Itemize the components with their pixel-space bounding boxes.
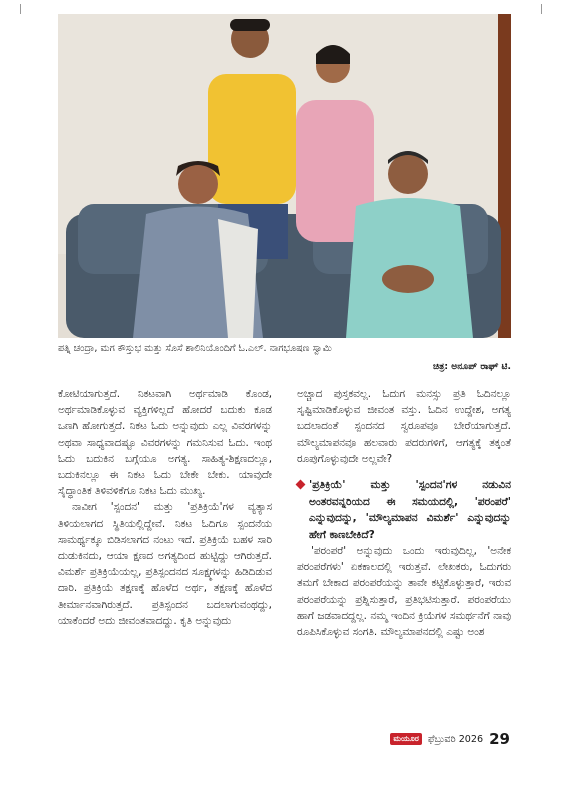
page-footer [390,730,510,748]
family-photo-illustration [58,14,511,338]
diamond-bullet-icon [296,480,306,490]
issue-date: ಫೆಬ್ರುವರಿ 2026 [427,733,484,745]
crop-mark [541,4,552,14]
page-number: 29 [489,730,510,748]
crop-mark [10,4,21,14]
paragraph: 'ಪರಂಪರೆ' ಅನ್ನುವುದು ಒಂದು ಇರುವುದಿಲ್ಲ, 'ಅನೇಕ ಪರಂಪರೆಗಳು' ಏಕಕಾಲದಲ್ಲಿ ಇರುತ್ತವೆ. ಲೇಖಕರು, ಓದುಗರು ತಮಗೆ ಬೇಕಾದ ಪರಂಪರೆಯನ್ನು ತಾವೇ ಕಟ್ಟಿಕೊಳ್ಳುತ್ತಾರೆ, ಇರುವ ಪರಂಪರೆಯನ್ನು ಪ್ರಶ್ನಿಸುತ್ತಾರೆ, ಪ್ರತಿಭಟಿಸುತ್ತಾರೆ. ಪರಂಪರೆಯು ಹಾಗೆ ಜಡವಾದದ್ದಲ್ಲ. ನಮ್ಮ ಇಂದಿನ ಕ್ರಿಯೆಗಳ ಸಮರ್ಥನೆಗೆ ನಾವು ರೂಪಿಸಿಕೊಳ್ಳುವ ಸಂಗತಿ. ಮೌಲ್ಯಮಾಪನದಲ್ಲಿ ಎಷ್ಟು ಅಂಶ [297,545,511,639]
paragraph: ನಾವೀಗ 'ಸ್ಪಂದನ' ಮತ್ತು 'ಪ್ರತಿಕ್ರಿಯೆ'ಗಳ ವ್ಯತ್ಯಾಸ ತಿಳಿಯಲಾಗದ ಸ್ಥಿತಿಯಲ್ಲಿದ್ದೇವೆ. ನಿಕಟ ಓದಿಗೂ ಸ್ಪಂದನೆಯ ಸಾಮರ್ಥ್ಯಕ್ಕೂ ಬಿಡಿಸಲಾಗದ ನಂಟು ಇದೆ. ಪ್ರತಿಕ್ರಿಯೆ ಬಹಳ ಸಾರಿ ದುಡುಕಿನದು, ಆಯಾ ಕ್ಷಣದ ಅಗತ್ಯದಿಂದ ಹುಟ್ಟಿದ್ದು ಆಗಿರುತ್ತದೆ. ವಿಮರ್ಶೆ ಪ್ರತಿಕ್ರಿಯೆಯಲ್ಲ, ಪ್ರತಿಸ್ಪಂದನದ ಸೂಕ್ಷ್ಮಗಳನ್ನು ಹಿಡಿದಿಡುವ ದಾರಿ. ಪ್ರತಿಕ್ರಿಯೆ ತಕ್ಷಣಕ್ಕೆ ಹೊಳೆದ ಅರ್ಥ, ತಕ್ಷಣಕ್ಕೆ ಹೊಳೆದ ತೀರ್ಮಾನವಾಗಿರುತ್ತದೆ. ಪ್ರತಿಸ್ಪಂದನ ಬದಲಾಗುವಂಥದ್ದು, ಯಾಕೆಂದರೆ ಅದು ಜೀವಂತವಾದದ್ದು. ಕೃತಿ ಅನ್ನುವುದು [58,501,272,627]
magazine-logo: ಮಯೂರ [390,733,422,745]
left-column [58,386,272,629]
family-photo [58,14,511,338]
question-text: 'ಪ್ರತಿಕ್ರಿಯೆ' ಮತ್ತು 'ಸ್ಪಂದನ'ಗಳ ನಡುವಿನ ಅಂತರವನ್ನರಿಯದ ಈ ಸಮಯದಲ್ಲಿ, 'ಪರಂಪರೆ' ಎನ್ನುವುದನ್ನು, 'ಮೌಲ್ಯಮಾಪನ ವಿಮರ್ಶೆ' ಎನ್ನುವುದನ್ನು ಹೇಗೆ ಕಾಣಬೇಕಿದೆ? [309,479,511,541]
photo-caption: ಪತ್ನಿ ಚಂದ್ರಾ, ಮಗ ಕೌಸ್ತುಭ ಮತ್ತು ಸೊಸೆ ಶಾಲಿನಿಯೊಂದಿಗೆ ಓ.ಎಲ್. ನಾಗಭೂಷಣ ಸ್ವಾಮಿ [58,343,332,354]
paragraph: ಅಚ್ಚಾದ ಪುಸ್ತಕವಲ್ಲ. ಓದುಗ ಮನಸ್ಸು ಪ್ರತಿ ಓದಿನಲ್ಲೂ ಸೃಷ್ಟಿಮಾಡಿಕೊಳ್ಳುವ ಜೀವಂತ ವಸ್ತು. ಓದಿನ ಉದ್ದೇಶ, ಅಗತ್ಯ ಬದಲಾದಂತೆ ಸ್ಪಂದನದ ಸ್ವರೂಪವೂ ಬೇರೆಯಾಗುತ್ತದೆ. ಮೌಲ್ಯಮಾಪನವೂ ಹಲವಾರು ಪದರುಗಳಿಗೆ, ಆಗತ್ಯಕ್ಕೆ ತಕ್ಕಂತೆ ರೂಪುಗೊಳ್ಳುವುದೇ ಅಲ್ಲವೇ? [297,388,511,465]
interview-question [297,477,511,543]
right-column [297,386,511,640]
paragraph: ಕೋಟಿಯಾಗುತ್ತದೆ. ನಿಕಟವಾಗಿ ಅರ್ಥಮಾಡಿ ಕೊಂಡ, ಅರ್ಥಮಾಡಿಕೊಳ್ಳುವ ವ್ಯಕ್ತಿಗಳಿಲ್ಲದೆ ಹೋದರೆ ಬದುಕು ಕೂಡ ಒಣಗಿ ಹೋಗುತ್ತದೆ. ನಿಕಟ ಓದು ಅನ್ನುವುದು ಎಲ್ಲ ವಿವರಗಳನ್ನು ಅಥವಾ ಸಾಧ್ಯವಾದಷ್ಟೂ ವಿವರಗಳನ್ನು ಗಮನಿಸುವ ಓದು. ಇಂಥ ಓದು ಬದುಕಿನ ಬಗ್ಗೆಯೂ ಅಗತ್ಯ. ಸಾಹಿತ್ಯ-ಶಿಕ್ಷಣದಲ್ಲೂ, ಬದುಕಿನಲ್ಲೂ ಈ ನಿಕಟ ಓದು ಬೇಕೇ ಬೇಕು. ಯಾವುದೇ ಸೈದ್ಧಾಂತಿಕ ತಿಳಿವಳಿಕೆಗೂ ನಿಕಟ ಓದು ಮುಖ್ಯ. [58,388,272,498]
photo-credit: ಚಿತ್ರ: ಅನೂಪ್ ರಾಘ್ ಟಿ. [432,361,511,372]
